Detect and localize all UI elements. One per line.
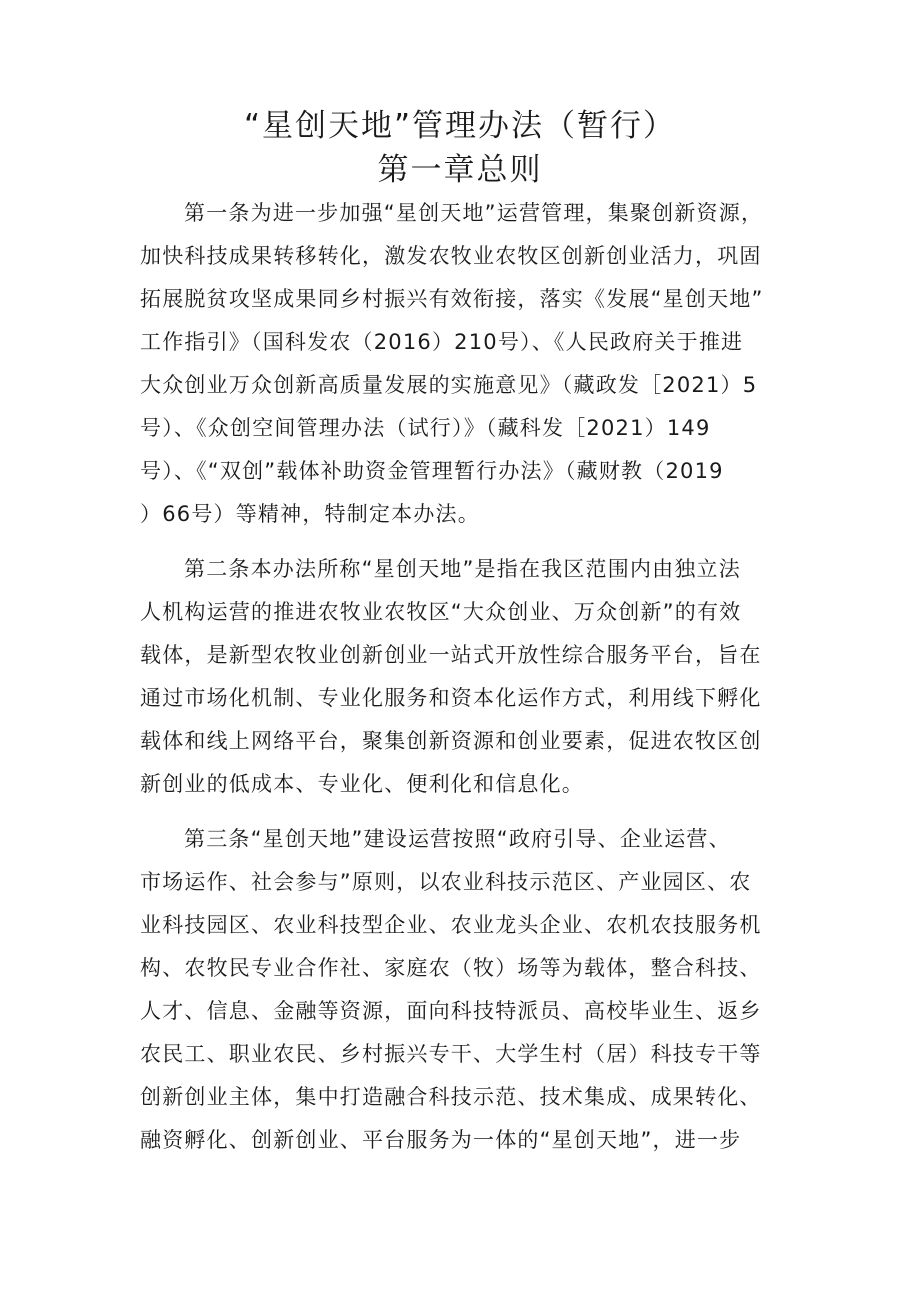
article-1-line: ）66号）等精神，特制定本办法。	[140, 502, 480, 526]
article-3-line: 市场运作、社会参与”原则，以农业科技示范区、产业园区、农	[140, 870, 752, 894]
article-2-line: 载体和线上网络平台，聚集创新资源和创业要素，促进农牧区创	[140, 729, 762, 753]
article-3-line: 人才、信息、金融等资源，面向科技特派员、高校毕业生、返乡	[140, 999, 762, 1023]
article-1-line: 拓展脱贫攻坚成果同乡村振兴有效衔接，落实《发展“星创天地”	[140, 287, 764, 311]
article-2-line: 载体，是新型农牧业创新创业一站式开放性综合服务平台，旨在	[140, 643, 762, 667]
article-1-line: 号）、《“双创”载体补助资金管理暂行办法》（藏财教（2019	[140, 459, 724, 483]
article-3-line: 业科技园区、农业科技型企业、农业龙头企业、农机农技服务机	[140, 913, 762, 937]
article-1-line: 工作指引》（国科发农（2016）210号）、《人民政府关于推进	[140, 330, 744, 354]
chapter-heading: 第一章总则	[377, 152, 543, 188]
article-1-line: 号）、《众创空间管理办法（试行）》（藏科发［2021）149	[140, 416, 711, 440]
article-1-line: 大众创业万众创新高质量发展的实施意见》（藏政发［2021）5	[140, 373, 758, 397]
article-3-line: 融资孵化、创新创业、平台服务为一体的“星创天地”，进一步	[140, 1128, 742, 1152]
article-3-line: 创新创业主体，集中打造融合科技示范、技术集成、成果转化、	[140, 1085, 762, 1109]
article-2-line: 新创业的低成本、专业化、便利化和信息化。	[140, 772, 584, 796]
article-2-line: 人机构运营的推进农牧业农牧区“大众创业、万众创新”的有效	[140, 600, 742, 624]
article-2-line: 通过市场化机制、专业化服务和资本化运作方式，利用线下孵化	[140, 686, 762, 710]
article-1-line: 加快科技成果转移转化，激发农牧业农牧区创新创业活力，巩固	[140, 244, 762, 268]
article-1-line: 第一条为进一步加强“星创天地”运营管理，集聚创新资源，	[184, 201, 764, 225]
article-2-line: 第二条本办法所称“星创天地”是指在我区范围内由独立法	[184, 557, 741, 581]
article-3-line: 农民工、职业农民、乡村振兴专干、大学生村（居）科技专干等	[140, 1042, 762, 1066]
document-title: “星创天地”管理办法（暂行）	[243, 108, 677, 144]
article-3-line: 构、农牧民专业合作社、家庭农（牧）场等为载体，整合科技、	[140, 956, 762, 980]
article-3-line: 第三条“星创天地”建设运营按照“政府引导、企业运营、	[184, 827, 731, 851]
